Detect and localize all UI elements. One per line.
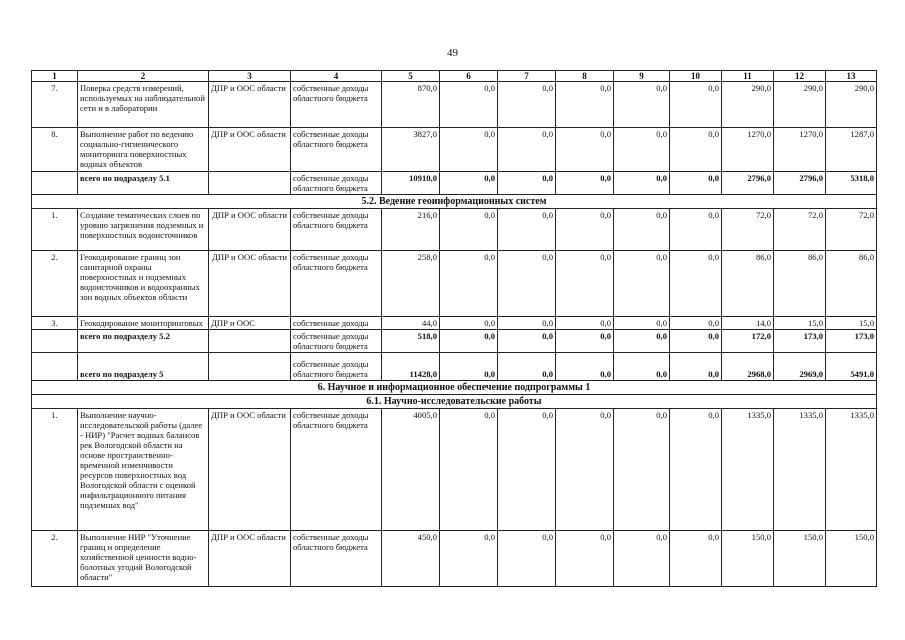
table-row (32, 317, 877, 330)
funding-source-cell: собственные доходы областного бюджета (291, 172, 382, 195)
amount-cell: 72,0 (826, 209, 877, 251)
funding-source-cell: собственные доходы областного бюджета (291, 330, 382, 353)
amount-cell: 44,0 (382, 317, 440, 330)
amount-cell: 2969,0 (774, 353, 826, 381)
executor-cell: ДПР и ООС области (209, 251, 291, 317)
amount-cell: 0,0 (556, 353, 614, 381)
amount-cell: 258,0 (382, 251, 440, 317)
table-row (32, 251, 877, 317)
amount-cell: 0,0 (440, 209, 498, 251)
funding-source-cell: собственные доходы областного бюджета (291, 209, 382, 251)
column-header: 9 (614, 71, 670, 82)
amount-cell: 0,0 (670, 128, 722, 172)
amount-cell: 72,0 (774, 209, 826, 251)
funding-source-cell: собственные доходы областного бюджета (291, 531, 382, 587)
amount-cell: 0,0 (614, 317, 670, 330)
amount-cell: 0,0 (614, 531, 670, 587)
amount-cell: 1335,0 (722, 409, 774, 531)
amount-cell: 86,0 (774, 251, 826, 317)
amount-cell: 0,0 (498, 317, 556, 330)
funding-source-cell: собственные доходы областного бюджета (291, 409, 382, 531)
column-header: 12 (774, 71, 826, 82)
amount-cell: 870,0 (382, 82, 440, 128)
amount-cell: 0,0 (614, 353, 670, 381)
section-heading-row (32, 195, 877, 209)
amount-cell: 0,0 (614, 128, 670, 172)
column-header: 1 (32, 71, 78, 82)
amount-cell: 1270,0 (722, 128, 774, 172)
column-header: 4 (291, 71, 382, 82)
amount-cell: 150,0 (722, 531, 774, 587)
amount-cell: 290,0 (826, 82, 877, 128)
amount-cell: 0,0 (614, 409, 670, 531)
section-heading-row (32, 381, 877, 395)
subtotal-row (32, 353, 877, 381)
funding-source-cell: собственные доходы (291, 317, 382, 330)
funding-source-cell: собственные доходы областного бюджета (291, 353, 382, 381)
measure-name-cell: Выполнение научно-исследовательской работы (далее - НИР) "Расчет водных балансов рек Вологодской области на основе пространственно-временной изменчивости ресурсов поверхностных вод Вологодской области с оценкой инфильтрационного питания подземных вод" (78, 409, 209, 531)
amount-cell: 0,0 (556, 172, 614, 195)
subtotal-row (32, 172, 877, 195)
measure-name-cell: Геокодирование границ зон санитарной охраны поверхностных и подземных водоисточников и водоохранных зон водных объектов области (78, 251, 209, 317)
amount-cell: 1335,0 (826, 409, 877, 531)
amount-cell: 0,0 (614, 172, 670, 195)
row-number-cell: 3. (32, 317, 78, 330)
amount-cell: 0,0 (556, 531, 614, 587)
section-heading-row (32, 395, 877, 409)
amount-cell: 2796,0 (722, 172, 774, 195)
amount-cell: 0,0 (498, 172, 556, 195)
column-header: 8 (556, 71, 614, 82)
amount-cell: 0,0 (556, 317, 614, 330)
executor-cell: ДПР и ООС области (209, 128, 291, 172)
amount-cell: 0,0 (670, 409, 722, 531)
amount-cell: 0,0 (440, 172, 498, 195)
executor-cell (209, 330, 291, 353)
funding-source-cell: собственные доходы областного бюджета (291, 251, 382, 317)
amount-cell: 172,0 (722, 330, 774, 353)
column-header: 6 (440, 71, 498, 82)
amount-cell: 11428,0 (382, 353, 440, 381)
amount-cell: 0,0 (498, 251, 556, 317)
amount-cell: 0,0 (614, 330, 670, 353)
section-heading: 6.1. Научно-исследовательские работы (32, 395, 877, 409)
table-row (32, 209, 877, 251)
amount-cell: 1270,0 (774, 128, 826, 172)
amount-cell: 0,0 (670, 317, 722, 330)
amount-cell: 290,0 (722, 82, 774, 128)
measure-name-cell: Поверка средств измерений, используемых на наблюдательной сети и в лаборатории (78, 82, 209, 128)
section-heading: 5.2. Ведение геоинформационных систем (32, 195, 877, 209)
executor-cell: ДПР и ООС области (209, 531, 291, 587)
amount-cell: 10910,0 (382, 172, 440, 195)
amount-cell: 290,0 (774, 82, 826, 128)
column-header: 11 (722, 71, 774, 82)
amount-cell: 0,0 (556, 251, 614, 317)
measure-name-cell: Создание тематических слоев по уровню загрязнения подземных и поверхностных водоисточников (78, 209, 209, 251)
measure-name-cell: Геокодирование мониторинговых (78, 317, 209, 330)
executor-cell: ДПР и ООС области (209, 82, 291, 128)
amount-cell: 15,0 (774, 317, 826, 330)
amount-cell: 0,0 (556, 82, 614, 128)
column-header: 10 (670, 71, 722, 82)
amount-cell: 150,0 (774, 531, 826, 587)
amount-cell: 0,0 (670, 251, 722, 317)
row-number-cell (32, 353, 78, 381)
amount-cell: 0,0 (440, 531, 498, 587)
funding-source-cell: собственные доходы областного бюджета (291, 128, 382, 172)
column-header: 13 (826, 71, 877, 82)
measure-name-cell: Выполнение НИР "Уточнение границ и определение хозяйственной ценности водно-болотных угодий Вологодской области" (78, 531, 209, 587)
amount-cell: 0,0 (498, 531, 556, 587)
amount-cell: 72,0 (722, 209, 774, 251)
amount-cell: 0,0 (556, 209, 614, 251)
amount-cell: 3827,0 (382, 128, 440, 172)
amount-cell: 0,0 (498, 128, 556, 172)
row-number-cell (32, 172, 78, 195)
amount-cell: 14,0 (722, 317, 774, 330)
executor-cell: ДПР и ООС (209, 317, 291, 330)
funding-source-cell: собственные доходы областного бюджета (291, 82, 382, 128)
amount-cell: 0,0 (440, 330, 498, 353)
amount-cell: 0,0 (440, 82, 498, 128)
page-number: 49 (447, 47, 458, 59)
amount-cell: 0,0 (670, 353, 722, 381)
row-number-cell: 2. (32, 531, 78, 587)
table-row (32, 531, 877, 587)
measure-name-cell: Выполнение работ по ведению социально-гигиенического мониторинга поверхностных водных объектов (78, 128, 209, 172)
table-row (32, 128, 877, 172)
amount-cell: 4005,0 (382, 409, 440, 531)
amount-cell: 518,0 (382, 330, 440, 353)
amount-cell: 0,0 (498, 409, 556, 531)
budget-table (31, 70, 877, 587)
executor-cell (209, 172, 291, 195)
row-number-cell (32, 330, 78, 353)
amount-cell: 0,0 (440, 251, 498, 317)
amount-cell: 1287,0 (826, 128, 877, 172)
column-header: 5 (382, 71, 440, 82)
amount-cell: 216,0 (382, 209, 440, 251)
executor-cell (209, 353, 291, 381)
amount-cell: 1335,0 (774, 409, 826, 531)
amount-cell: 0,0 (670, 330, 722, 353)
amount-cell: 0,0 (556, 330, 614, 353)
row-number-cell: 8. (32, 128, 78, 172)
amount-cell: 5491,0 (826, 353, 877, 381)
row-number-cell: 7. (32, 82, 78, 128)
amount-cell: 450,0 (382, 531, 440, 587)
amount-cell: 0,0 (440, 128, 498, 172)
measure-name-cell: всего по подразделу 5 (78, 353, 209, 381)
row-number-cell: 1. (32, 209, 78, 251)
amount-cell: 2968,0 (722, 353, 774, 381)
amount-cell: 0,0 (440, 353, 498, 381)
row-number-cell: 1. (32, 409, 78, 531)
amount-cell: 0,0 (498, 353, 556, 381)
amount-cell: 86,0 (826, 251, 877, 317)
row-number-cell: 2. (32, 251, 78, 317)
amount-cell: 86,0 (722, 251, 774, 317)
amount-cell: 0,0 (498, 82, 556, 128)
column-header-row (32, 71, 877, 82)
amount-cell: 0,0 (556, 128, 614, 172)
amount-cell: 0,0 (614, 209, 670, 251)
amount-cell: 2796,0 (774, 172, 826, 195)
executor-cell: ДПР и ООС области (209, 409, 291, 531)
amount-cell: 0,0 (614, 82, 670, 128)
amount-cell: 0,0 (440, 317, 498, 330)
amount-cell: 0,0 (670, 172, 722, 195)
amount-cell: 0,0 (556, 409, 614, 531)
amount-cell: 150,0 (826, 531, 877, 587)
executor-cell: ДПР и ООС области (209, 209, 291, 251)
amount-cell: 0,0 (670, 82, 722, 128)
column-header: 7 (498, 71, 556, 82)
amount-cell: 0,0 (440, 409, 498, 531)
measure-name-cell: всего по подразделу 5.2 (78, 330, 209, 353)
subtotal-row (32, 330, 877, 353)
amount-cell: 0,0 (670, 531, 722, 587)
column-header: 3 (209, 71, 291, 82)
amount-cell: 5318,0 (826, 172, 877, 195)
amount-cell: 0,0 (614, 251, 670, 317)
amount-cell: 173,0 (826, 330, 877, 353)
amount-cell: 173,0 (774, 330, 826, 353)
measure-name-cell: всего по подразделу 5.1 (78, 172, 209, 195)
amount-cell: 0,0 (498, 330, 556, 353)
column-header: 2 (78, 71, 209, 82)
table-row (32, 409, 877, 531)
amount-cell: 15,0 (826, 317, 877, 330)
section-heading: 6. Научное и информационное обеспечение подпрограммы 1 (32, 381, 877, 395)
table-row (32, 82, 877, 128)
amount-cell: 0,0 (498, 209, 556, 251)
amount-cell: 0,0 (670, 209, 722, 251)
